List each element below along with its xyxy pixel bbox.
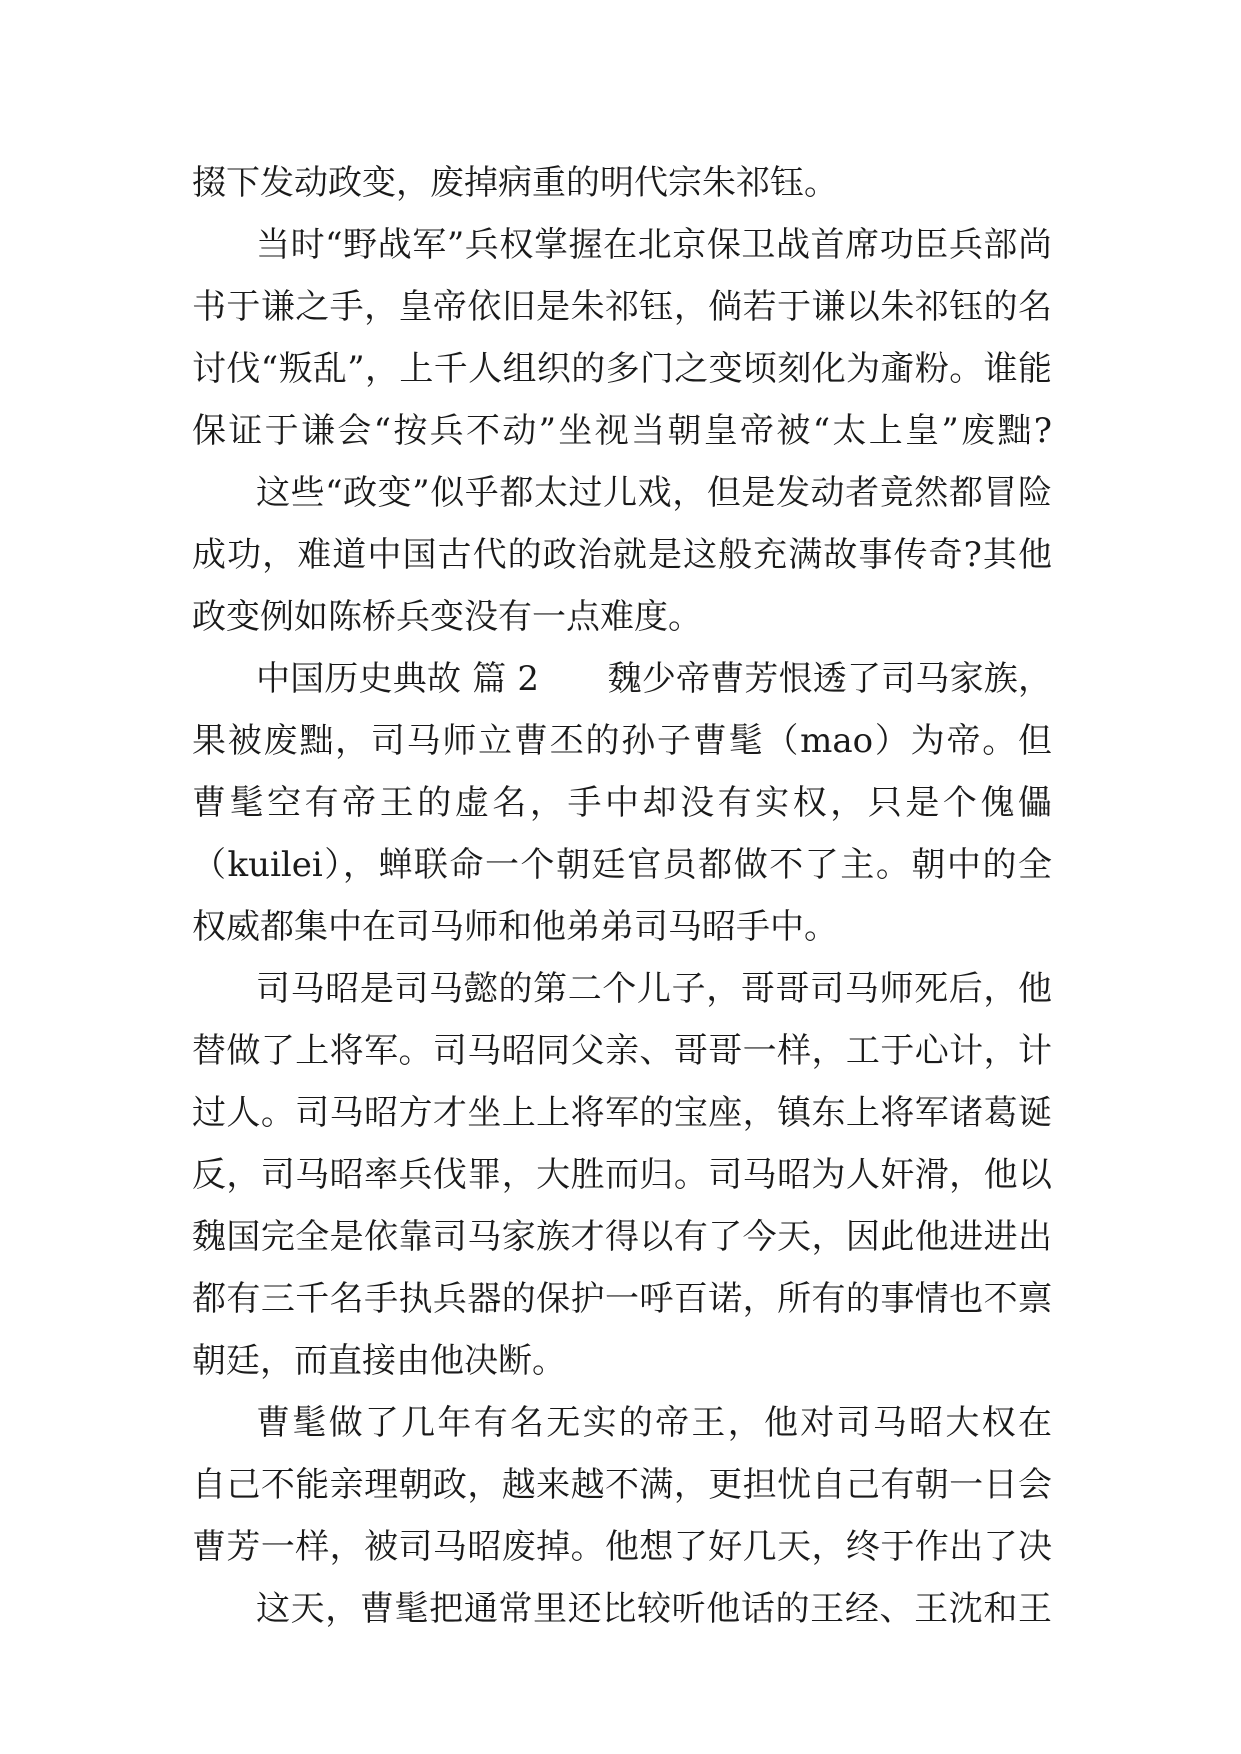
- text-line: 书于谦之手，皇帝依旧是朱祁钰，倘若于谦以朱祁钰的名: [192, 287, 1052, 327]
- text-line: 这些“政变”似乎都太过儿戏，但是发动者竟然都冒险: [256, 473, 1052, 513]
- text-line: 自己不能亲理朝政，越来越不满，更担忧自己有朝一日会: [192, 1465, 1052, 1505]
- text-line: 政变例如陈桥兵变没有一点难度。: [192, 597, 702, 637]
- text-line: 司马昭是司马懿的第二个儿子，哥哥司马师死后，他: [256, 969, 1052, 1009]
- text-line: 曹髦空有帝王的虚名，手中却没有实权，只是个傀儡: [192, 783, 1052, 823]
- text-line: 掇下发动政变，废掉病重的明代宗朱祁钰。: [192, 163, 838, 203]
- text-line: 曹芳一样，被司马昭废掉。他想了好几天，终于作出了决: [192, 1527, 1052, 1567]
- text-line: 过人。司马昭方才坐上上将军的宝座，镇东上将军诸葛诞: [192, 1093, 1052, 1133]
- text-line: （kuilei），蝉联命一个朝廷官员都做不了主。朝中的全: [192, 845, 1052, 885]
- text-line: 反，司马昭率兵伐罪，大胜而归。司马昭为人奸滑，他以: [192, 1155, 1052, 1195]
- text-line: 果被废黜，司马师立曹丕的孙子曹髦（mao）为帝。但: [192, 721, 1052, 761]
- text-line: 成功，难道中国古代的政治就是这般充满故事传奇?其他: [192, 535, 1052, 575]
- body-text: [192, 152, 1052, 1640]
- text-line: 朝廷，而直接由他决断。: [192, 1341, 566, 1381]
- text-line: 中国历史典故 篇 2 魏少帝曹芳恨透了司马家族，: [256, 659, 1052, 699]
- text-line: 替做了上将军。司马昭同父亲、哥哥一样，工于心计，计: [192, 1031, 1052, 1071]
- text-line: 讨伐“叛乱”，上千人组织的多门之变顷刻化为齑粉。谁能: [192, 349, 1052, 389]
- text-line: 魏国完全是依靠司马家族才得以有了今天，因此他进进出: [192, 1217, 1052, 1257]
- text-line: 曹髦做了几年有名无实的帝王，他对司马昭大权在: [256, 1403, 1052, 1443]
- text-line: 都有三千名手执兵器的保护一呼百诺，所有的事情也不禀: [192, 1279, 1052, 1319]
- text-line: 权威都集中在司马师和他弟弟司马昭手中。: [192, 907, 838, 947]
- text-line: 当时“野战军”兵权掌握在北京保卫战首席功臣兵部尚: [256, 225, 1052, 265]
- text-line: 这天，曹髦把通常里还比较听他话的王经、王沈和王: [256, 1589, 1052, 1629]
- text-line: 保证于谦会“按兵不动”坐视当朝皇帝被“太上皇”废黜?: [192, 411, 1052, 451]
